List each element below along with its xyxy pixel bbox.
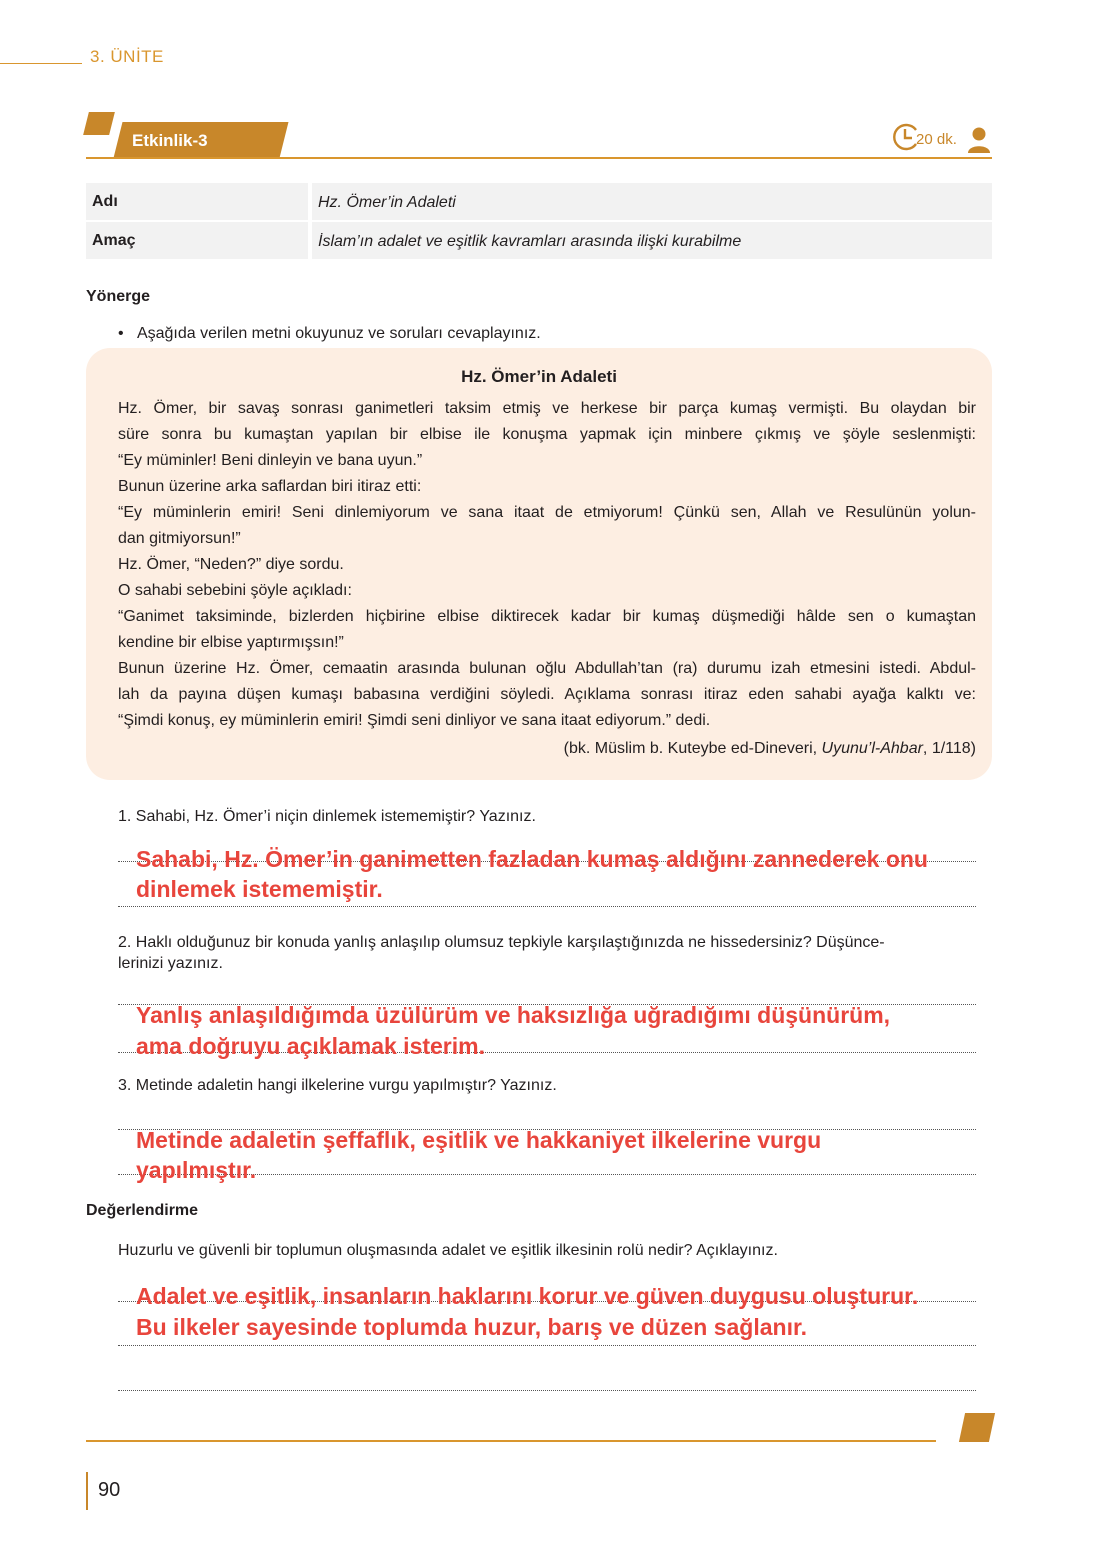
- directive-bullet: [118, 325, 541, 343]
- info-value: Hz. Ömer’in Adaleti: [312, 183, 992, 220]
- info-label: Adı: [86, 183, 308, 220]
- info-label: Amaç: [86, 222, 308, 259]
- story-line: “Ey müminler! Beni dinleyin ve bana uyun.”: [118, 452, 423, 469]
- evaluation-question: Huzurlu ve güvenli bir toplumun oluşmasında adalet ve eşitlik ilkesinin rolü nedir? Açıklayınız.: [118, 1242, 778, 1259]
- story-line: Bunun üzerine Hz. Ömer, cemaatin arasında bulunan oğlu Abdullah’tan (ra) durumu izah etmesini istedi. Abdul-: [118, 660, 976, 677]
- unit-rule: [0, 63, 82, 64]
- answer-2-line: ama doğruyu açıklamak isterim.: [136, 1033, 485, 1059]
- story-line: lah da payına düşen kumaşı babasına verdiğini söyledi. Açıklama sonrası itiraz eden sahabi ayağa kalktı ve:: [118, 686, 976, 703]
- story-line: süre sonra bu kumaştan yapılan bir elbise ile konuşma yapmak için minbere çıkmış ve şöyle seslenmişti:: [118, 426, 976, 443]
- question-3: 3. Metinde adaletin hangi ilkelerine vurgu yapılmıştır? Yazınız.: [118, 1077, 557, 1094]
- page-number: 90: [98, 1479, 121, 1501]
- story-line: kendine bir elbise yaptırmışsın!”: [118, 634, 344, 651]
- individual-work-icon: [966, 126, 992, 154]
- question-2-line: lerinizi yazınız.: [118, 955, 223, 972]
- story-title: Hz. Ömer’in Adaleti: [461, 367, 617, 386]
- story-source: [118, 736, 976, 762]
- story-line: “Ey müminlerin emiri! Seni dinlemiyorum ve sana itaat de etmiyorum! Çünkü sen, Allah ve Resulünün yolun-: [118, 504, 976, 521]
- source-prefix: (bk. Müslim b. Kuteybe ed-Dineveri,: [563, 740, 822, 757]
- answer-line: [118, 906, 976, 907]
- answer-1-line: Sahabi, Hz. Ömer’in ganimetten fazladan kumaş aldığını zannederek onu: [136, 846, 928, 872]
- corner-tab-decor: [959, 1413, 995, 1442]
- evaluation-answer-line: Adalet ve eşitlik, insanların haklarını korur ve güven duygusu oluşturur.: [136, 1283, 919, 1309]
- footer-rule: [86, 1440, 936, 1442]
- answer-1-line: dinlemek istememiştir.: [136, 876, 383, 902]
- evaluation-answer-line: Bu ilkeler sayesinde toplumda huzur, barış ve düzen sağlanır.: [136, 1314, 808, 1340]
- info-row-purpose: [86, 222, 992, 259]
- source-title: Uyunu’l-Ahbar: [821, 740, 923, 757]
- story-line: “Şimdi konuş, ey müminlerin emiri! Şimdi seni dinliyor ve sana itaat ediyorum.” dedi.: [118, 712, 711, 729]
- directive-heading: Yönerge: [86, 288, 151, 305]
- answer-2-line: Yanlış anlaşıldığımda üzülürüm ve haksızlığa uğradığımı düşünürüm,: [136, 1002, 891, 1028]
- evaluation-heading: Değerlendirme: [86, 1202, 199, 1219]
- story-line: Bunun üzerine arka saflardan biri itiraz etti:: [118, 478, 422, 495]
- answer-line: [118, 1345, 976, 1346]
- question-2-line: 2. Haklı olduğunuz bir konuda yanlış anlaşılıp olumsuz tepkiyle karşılaştığınızda ne hissedersiniz? Düşünce-: [118, 934, 885, 951]
- answer-line: [118, 1390, 976, 1391]
- answer-3-line: Metinde adaletin şeffaflık, eşitlik ve hakkaniyet ilkelerine vurgu: [136, 1127, 822, 1153]
- story-line: Hz. Ömer, “Neden?” diye sordu.: [118, 556, 344, 573]
- story-line: Hz. Ömer, bir savaş sonrası ganimetleri taksim etmiş ve herkese bir parça kumaş vermişti. Bu olaydan bir: [118, 400, 976, 417]
- story-line: O sahabi sebebini şöyle açıkladı:: [118, 582, 352, 599]
- unit-label: 3. ÜNİTE: [90, 47, 164, 66]
- header-rule: [86, 157, 992, 159]
- page-number-bar: [86, 1472, 88, 1510]
- duration-label: 20 dk.: [916, 131, 957, 148]
- corner-tab-decor: [83, 112, 115, 135]
- info-value: İslam’ın adalet ve eşitlik kavramları arasında ilişki kurabilme: [312, 222, 992, 259]
- directive-text: Aşağıda verilen metni okuyunuz ve soruları cevaplayınız.: [136, 325, 541, 342]
- story-line: “Ganimet taksiminde, bizlerden hiçbirine elbise diktirecek kadar bir kumaş düşmediği hâlde sen o kumaştan: [118, 608, 976, 625]
- info-row-name: [86, 183, 992, 220]
- activity-title: Etkinlik-3: [132, 131, 208, 150]
- source-suffix: , 1/118): [922, 740, 976, 757]
- bullet-dot-icon: •: [118, 325, 137, 342]
- story-line: dan gitmiyorsun!”: [118, 530, 241, 547]
- answer-3-line: yapılmıştır.: [136, 1157, 257, 1183]
- question-1: 1. Sahabi, Hz. Ömer’i niçin dinlemek istememiştir? Yazınız.: [118, 808, 536, 825]
